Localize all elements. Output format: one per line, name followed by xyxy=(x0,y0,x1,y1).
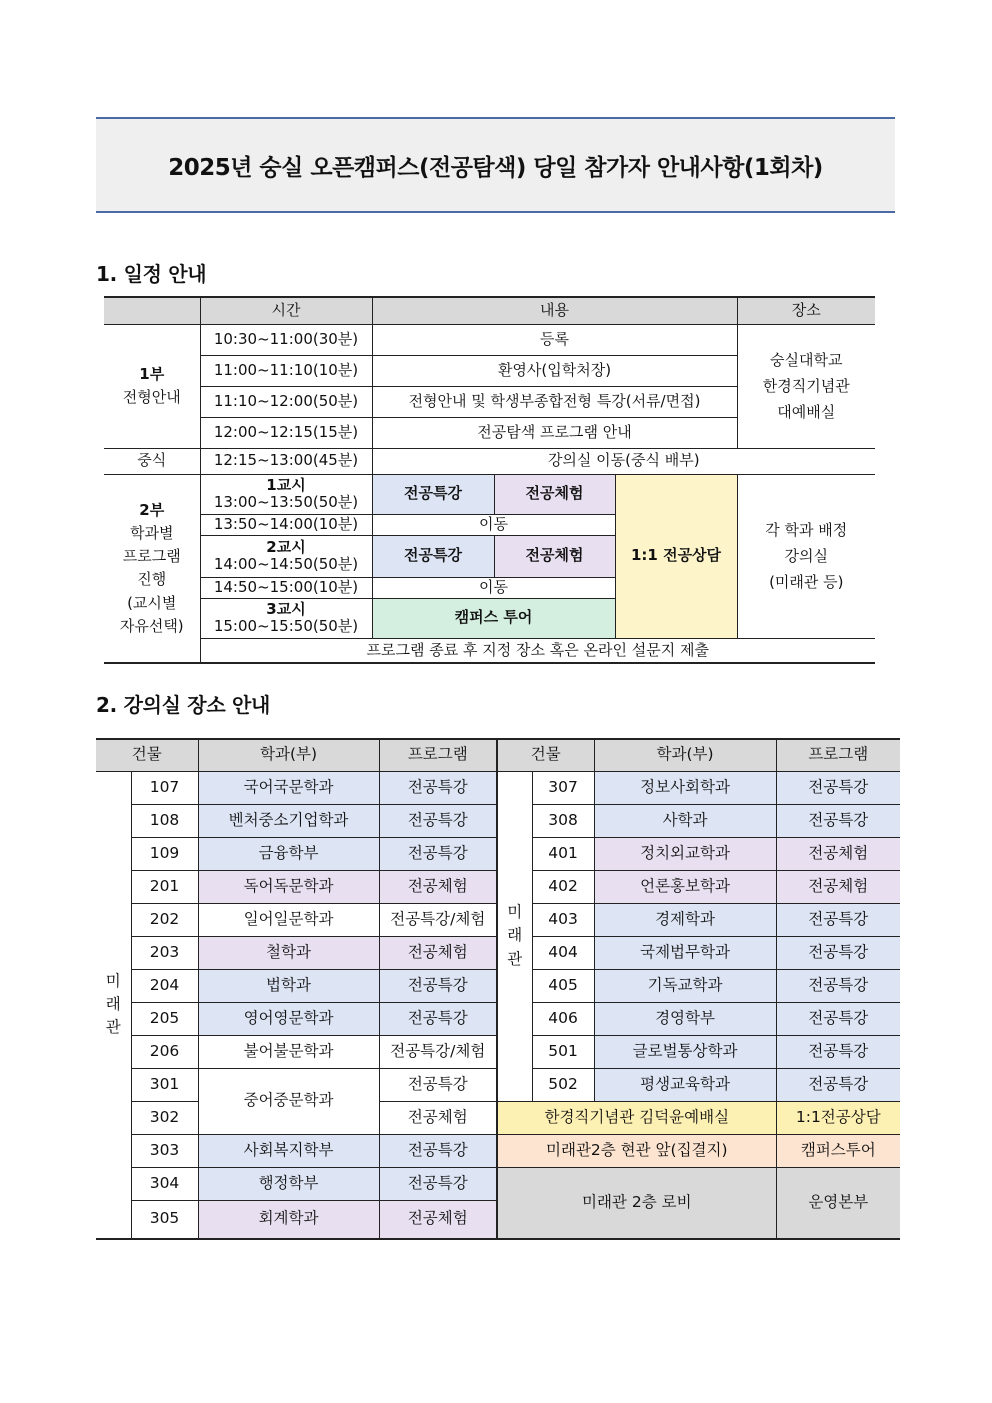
program-cell: 전공특강 xyxy=(379,837,497,870)
dept-cell: 기독교학과 xyxy=(594,969,776,1002)
period-time: 15:00~15:50(50분) xyxy=(213,617,359,635)
header-content: 내용 xyxy=(372,297,737,324)
room-number: 202 xyxy=(131,903,198,936)
place1-cell xyxy=(737,324,875,448)
program-cell: 전공특강 xyxy=(379,1002,497,1035)
room-number: 501 xyxy=(532,1035,594,1068)
program-cell: 전공특강 xyxy=(379,1167,497,1200)
room-number: 307 xyxy=(532,771,594,804)
content-cell: 전형안내 및 학생부종합전형 특강(서류/면접) xyxy=(372,386,737,417)
building-char: 래 xyxy=(507,926,523,945)
building-left xyxy=(96,771,131,1239)
building-char: 관 xyxy=(105,1018,121,1037)
move-time: 13:50~14:00(10분) xyxy=(200,514,372,535)
schedule-header-row xyxy=(104,297,875,324)
part2-line: 진행 xyxy=(137,570,167,589)
section-heading-schedule: 1. 일정 안내 xyxy=(96,262,207,286)
lunch-row xyxy=(104,448,875,474)
consult-place: 한경직기념관 김덕윤예배실 xyxy=(497,1101,776,1134)
dept-cell: 사학과 xyxy=(594,804,776,837)
program-cell: 전공체험 xyxy=(379,870,497,903)
lunch-label: 중식 xyxy=(104,448,200,474)
period-label: 1교시 xyxy=(266,475,306,494)
header-place: 장소 xyxy=(737,297,875,324)
page-title: 2025년 숭실 오픈캠퍼스(전공탐색) 당일 참가자 안내사항(1회차) xyxy=(168,154,823,181)
place2-line: (미래관 등) xyxy=(769,573,844,592)
part2-line: 학과별 xyxy=(130,523,174,542)
place1-line: 숭실대학교 xyxy=(770,350,843,369)
tour-program: 캠퍼스투어 xyxy=(776,1134,900,1167)
table-row xyxy=(96,1167,900,1200)
room-number: 301 xyxy=(131,1068,198,1101)
part2-line: 프로그램 xyxy=(122,547,181,565)
dept-cell: 중어중문학과 xyxy=(198,1068,379,1134)
content-cell: 환영사(입학처장) xyxy=(372,355,737,386)
building-char: 관 xyxy=(507,949,523,968)
dept-cell: 글로벌통상학과 xyxy=(594,1035,776,1068)
program-cell: 전공체험 xyxy=(776,870,900,903)
period-label: 3교시 xyxy=(266,599,306,618)
table-row xyxy=(96,1134,900,1167)
dept-cell: 사회복지학부 xyxy=(198,1134,379,1167)
building-char: 래 xyxy=(105,995,121,1014)
header-program: 프로그램 xyxy=(379,739,497,771)
time-cell: 12:00~12:15(15분) xyxy=(200,417,372,448)
room-number: 404 xyxy=(532,936,594,969)
room-number: 406 xyxy=(532,1002,594,1035)
time-cell: 11:00~11:10(10분) xyxy=(200,355,372,386)
section-heading-rooms: 2. 강의실 장소 안내 xyxy=(96,693,271,717)
part1-subtitle: 전형안내 xyxy=(122,388,181,406)
dept-cell: 국어국문학과 xyxy=(198,771,379,804)
header-time: 시간 xyxy=(200,297,372,324)
room-number: 502 xyxy=(532,1068,594,1101)
program-cell: 전공특강 xyxy=(379,1134,497,1167)
footer-row xyxy=(104,638,875,663)
lecture-cell: 전공특강 xyxy=(372,535,494,577)
dept-cell: 불어불문학과 xyxy=(198,1035,379,1068)
dept-cell: 금융학부 xyxy=(198,837,379,870)
program-cell: 전공체험 xyxy=(379,936,497,969)
period3-time xyxy=(200,598,372,638)
header-program: 프로그램 xyxy=(776,739,900,771)
time-cell: 11:10~12:00(50분) xyxy=(200,386,372,417)
program-cell: 전공특강 xyxy=(776,771,900,804)
program-cell: 전공특강 xyxy=(379,1068,497,1101)
period1-time xyxy=(200,474,372,514)
room-number: 302 xyxy=(131,1101,198,1134)
header-building: 건물 xyxy=(497,739,594,771)
lecture-cell: 전공특강 xyxy=(372,474,494,514)
program-cell: 전공체험 xyxy=(776,837,900,870)
place2-cell xyxy=(737,474,875,638)
program-cell: 전공특강/체험 xyxy=(379,903,497,936)
part1-title: 1부 xyxy=(139,364,165,383)
hq-program: 운영본부 xyxy=(776,1167,900,1239)
dept-cell: 국제법무학과 xyxy=(594,936,776,969)
program-cell: 전공체험 xyxy=(379,1200,497,1239)
title-box xyxy=(96,117,895,213)
room-number: 305 xyxy=(131,1200,198,1239)
schedule-footer: 프로그램 종료 후 지정 장소 혹은 온라인 설문지 제출 xyxy=(200,638,875,663)
room-number: 205 xyxy=(131,1002,198,1035)
lunch-time: 12:15~13:00(45분) xyxy=(200,448,372,474)
tour-cell: 캠퍼스 투어 xyxy=(372,598,615,638)
program-cell: 전공특강 xyxy=(379,804,497,837)
dept-cell: 독어독문학과 xyxy=(198,870,379,903)
place1-line: 한경직기념관 xyxy=(762,376,850,395)
part1-label xyxy=(104,324,200,448)
room-number: 108 xyxy=(131,804,198,837)
program-cell: 전공특강 xyxy=(379,771,497,804)
move-cell: 이동 xyxy=(372,514,615,535)
room-number: 303 xyxy=(131,1134,198,1167)
room-number: 402 xyxy=(532,870,594,903)
content-cell: 등록 xyxy=(372,324,737,355)
building-char: 미 xyxy=(507,903,523,922)
program-cell: 전공특강 xyxy=(776,969,900,1002)
header-dept: 학과(부) xyxy=(198,739,379,771)
dept-cell: 행정학부 xyxy=(198,1167,379,1200)
place2-line: 각 학과 배정 xyxy=(765,520,848,539)
building-right xyxy=(497,771,532,1101)
part2-line: 자유선택) xyxy=(119,616,184,635)
dept-cell: 경제학과 xyxy=(594,903,776,936)
experience-cell: 전공체험 xyxy=(494,535,615,577)
dept-cell: 회계학과 xyxy=(198,1200,379,1239)
rooms-header-row xyxy=(96,739,900,771)
room-number: 201 xyxy=(131,870,198,903)
hq-place: 미래관 2층 로비 xyxy=(497,1167,776,1239)
period2-time xyxy=(200,535,372,577)
room-number: 107 xyxy=(131,771,198,804)
room-number: 206 xyxy=(131,1035,198,1068)
dept-cell: 법학과 xyxy=(198,969,379,1002)
dept-cell: 평생교육학과 xyxy=(594,1068,776,1101)
part2-line: 2부 xyxy=(139,500,165,519)
schedule-row xyxy=(104,324,875,355)
dept-cell: 정보사회학과 xyxy=(594,771,776,804)
dept-cell: 언론홍보학과 xyxy=(594,870,776,903)
part2-line: (교시별 xyxy=(127,593,177,612)
dept-cell: 철학과 xyxy=(198,936,379,969)
building-char: 미 xyxy=(105,971,121,990)
move-time: 14:50~15:00(10분) xyxy=(200,577,372,598)
dept-cell: 벤처중소기업학과 xyxy=(198,804,379,837)
program-cell: 전공특강/체험 xyxy=(379,1035,497,1068)
schedule-table xyxy=(104,296,875,664)
room-number: 405 xyxy=(532,969,594,1002)
program-cell: 전공특강 xyxy=(379,969,497,1002)
dept-cell: 영어영문학과 xyxy=(198,1002,379,1035)
dept-cell: 일어일문학과 xyxy=(198,903,379,936)
time-cell: 10:30~11:00(30분) xyxy=(200,324,372,355)
place2-line: 강의실 xyxy=(784,546,829,565)
lunch-content: 강의실 이동(중식 배부) xyxy=(372,448,875,474)
program-cell: 전공특강 xyxy=(776,1035,900,1068)
period1-row xyxy=(104,474,875,514)
program-cell: 전공특강 xyxy=(776,1002,900,1035)
program-cell: 전공특강 xyxy=(776,804,900,837)
room-number: 403 xyxy=(532,903,594,936)
period-time: 13:00~13:50(50분) xyxy=(213,493,359,511)
room-number: 304 xyxy=(131,1167,198,1200)
header-blank xyxy=(104,297,200,324)
rooms-table xyxy=(96,738,900,1240)
period-label: 2교시 xyxy=(266,537,306,556)
program-cell: 전공체험 xyxy=(379,1101,497,1134)
consult-cell: 1:1 전공상담 xyxy=(615,474,737,638)
part2-label xyxy=(104,474,200,663)
dept-cell: 정치외교학과 xyxy=(594,837,776,870)
header-building: 건물 xyxy=(96,739,198,771)
room-number: 203 xyxy=(131,936,198,969)
room-number: 109 xyxy=(131,837,198,870)
room-number: 401 xyxy=(532,837,594,870)
table-row xyxy=(96,771,900,804)
room-number: 308 xyxy=(532,804,594,837)
content-cell: 전공탐색 프로그램 안내 xyxy=(372,417,737,448)
experience-cell: 전공체험 xyxy=(494,474,615,514)
header-dept: 학과(부) xyxy=(594,739,776,771)
consult-program: 1:1전공상담 xyxy=(776,1101,900,1134)
program-cell: 전공특강 xyxy=(776,936,900,969)
dept-cell: 경영학부 xyxy=(594,1002,776,1035)
tour-place: 미래관2층 현관 앞(집결지) xyxy=(497,1134,776,1167)
room-number: 204 xyxy=(131,969,198,1002)
place1-line: 대예배실 xyxy=(777,403,836,422)
move-cell: 이동 xyxy=(372,577,615,598)
program-cell: 전공특강 xyxy=(776,1068,900,1101)
program-cell: 전공특강 xyxy=(776,903,900,936)
period-time: 14:00~14:50(50분) xyxy=(213,555,359,573)
